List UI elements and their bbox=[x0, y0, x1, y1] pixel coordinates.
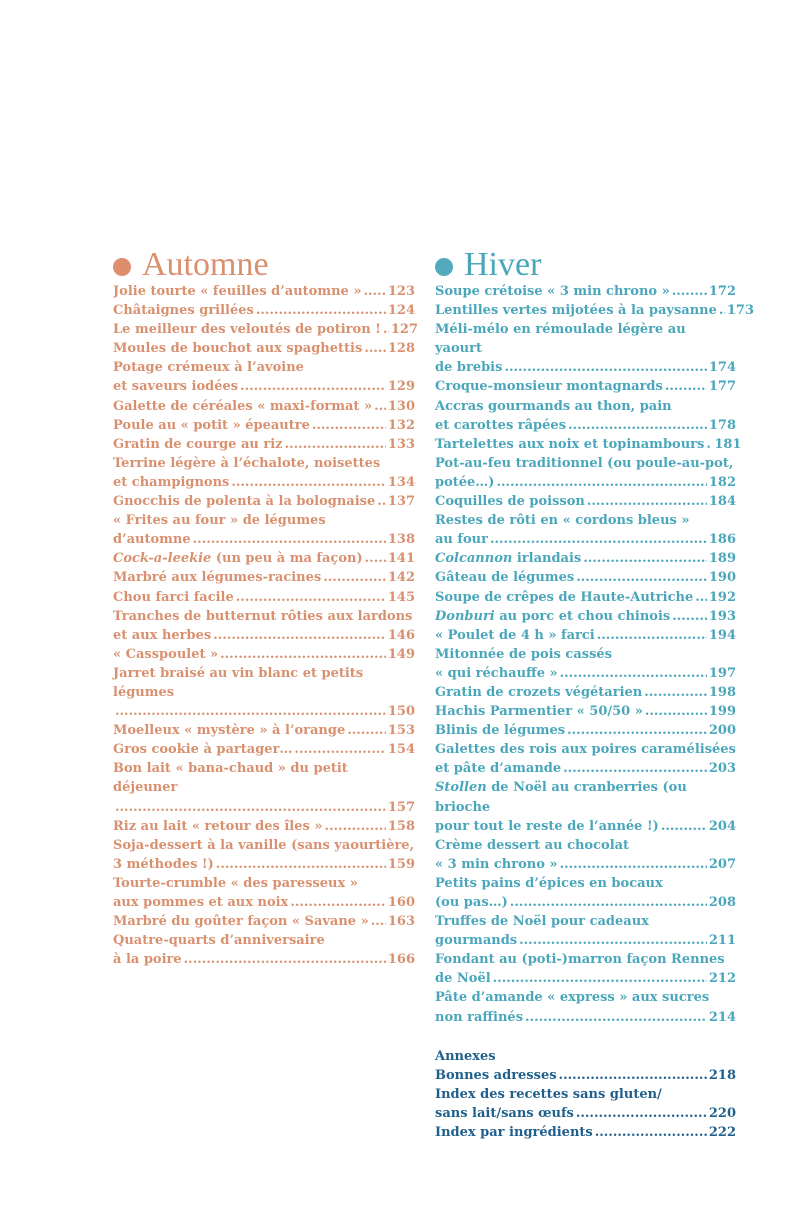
toc-entry bbox=[113, 358, 415, 396]
toc-entry bbox=[113, 874, 415, 912]
dot-leader bbox=[672, 282, 707, 301]
dot-leader bbox=[576, 568, 707, 587]
dot-leader bbox=[193, 530, 386, 549]
dot-leader bbox=[290, 893, 386, 912]
page-number: 172 bbox=[708, 284, 736, 299]
dot-leader bbox=[236, 588, 386, 607]
page-number: 212 bbox=[708, 971, 736, 987]
toc-entry bbox=[435, 454, 736, 492]
entry-title-rest: irlandais bbox=[512, 551, 582, 567]
toc-entry bbox=[113, 740, 415, 759]
page-number: 198 bbox=[708, 684, 736, 700]
dot-leader bbox=[563, 759, 707, 778]
page-number: 124 bbox=[387, 303, 415, 319]
automne-title: Automne bbox=[142, 246, 269, 283]
entry-title-line: Mitonnée de pois cassés bbox=[435, 646, 612, 662]
entry-title-line: Crème dessert au chocolat bbox=[435, 837, 630, 853]
toc-entry bbox=[113, 339, 415, 358]
toc-entry bbox=[435, 626, 736, 645]
entry-title-line: « Poulet de 4 h » farci bbox=[435, 627, 595, 643]
toc-entry bbox=[435, 778, 736, 835]
page-number: 132 bbox=[387, 417, 415, 433]
toc-entry bbox=[435, 511, 736, 549]
toc-entry bbox=[113, 320, 419, 339]
entry-title-line: Pâte d’amande « express » aux sucres bbox=[435, 990, 710, 1006]
toc-entry bbox=[113, 588, 415, 607]
dot-leader bbox=[559, 1066, 707, 1085]
toc-entry bbox=[435, 492, 736, 511]
entry-title-line: Chou farci facile bbox=[113, 589, 234, 605]
entry-title-line: au four bbox=[435, 532, 488, 548]
entry-title-line: Châtaignes grillées bbox=[113, 303, 254, 319]
entry-title-line: Soupe crétoise « 3 min chrono » bbox=[435, 284, 670, 299]
entry-title-line: Quatre-quarts d’anniversaire bbox=[113, 933, 325, 949]
entry-title-line: Gratin de crozets végétarien bbox=[435, 684, 643, 700]
automne-column bbox=[113, 246, 419, 969]
toc-entry bbox=[435, 988, 736, 1026]
dot-leader bbox=[240, 377, 386, 396]
toc-entry bbox=[113, 492, 415, 511]
entry-title-line: de Noël bbox=[435, 971, 491, 987]
page-number: 149 bbox=[387, 646, 415, 662]
toc-entry bbox=[113, 397, 415, 416]
toc-entry bbox=[435, 950, 736, 988]
dot-leader bbox=[364, 339, 386, 358]
toc-entry bbox=[113, 454, 415, 492]
toc-entry bbox=[113, 511, 415, 549]
page-number: 129 bbox=[387, 379, 415, 395]
hiver-column bbox=[435, 246, 755, 1142]
entry-title-rest: de Noël au cranberries (ou brioche bbox=[435, 780, 687, 815]
dot-leader bbox=[493, 969, 707, 988]
entry-title-line: 3 méthodes !) bbox=[113, 856, 214, 872]
page-number: 197 bbox=[708, 665, 736, 681]
toc-entry bbox=[435, 702, 736, 721]
entry-title-line: d’automne bbox=[113, 532, 191, 548]
entry-title-line: Potage crémeux à l’avoine bbox=[113, 360, 304, 376]
dot-leader bbox=[285, 435, 386, 454]
entry-title-line: Coquilles de poisson bbox=[435, 494, 585, 510]
toc-entry bbox=[435, 568, 736, 587]
dot-leader bbox=[560, 855, 707, 874]
dot-leader bbox=[365, 549, 386, 568]
entry-title-line: Jolie tourte « feuilles d’automne » bbox=[113, 284, 362, 299]
page-number: 150 bbox=[387, 704, 415, 720]
page-number: 186 bbox=[708, 532, 736, 548]
annexes-section bbox=[435, 1047, 736, 1142]
page-number: 160 bbox=[387, 895, 415, 910]
page-number: 127 bbox=[390, 322, 419, 338]
entry-title-line: Jarret braisé au vin blanc et petits légumes bbox=[113, 665, 364, 700]
toc-entry bbox=[435, 301, 755, 320]
toc-entry bbox=[435, 588, 736, 607]
page-number: 163 bbox=[387, 914, 415, 930]
toc-entry bbox=[435, 836, 736, 874]
page-number: 207 bbox=[708, 856, 736, 872]
dot-leader bbox=[644, 683, 707, 702]
entry-title-line: Marbré du goûter façon « Savane » bbox=[113, 914, 369, 930]
entry-title-line: Galettes des rois aux poires caramélisées bbox=[435, 742, 736, 758]
entry-title-line: Blinis de légumes bbox=[435, 723, 566, 739]
entry-title-line: Restes de rôti en « cordons bleus » bbox=[435, 513, 690, 529]
entry-title-line: et aux herbes bbox=[113, 627, 212, 643]
page-number: 199 bbox=[708, 704, 736, 720]
page-number: 182 bbox=[708, 474, 736, 490]
page-number: 189 bbox=[708, 551, 736, 567]
entry-title-line: Poule au « potit » épeautre bbox=[113, 417, 310, 433]
entry-title-line: et carottes râpées bbox=[435, 417, 567, 433]
entry-title-line: Croque-monsieur montagnards bbox=[435, 379, 663, 395]
entry-title-line: Galette de céréales « maxi-format » bbox=[113, 398, 373, 414]
toc-entry bbox=[113, 664, 415, 721]
dot-leader bbox=[587, 492, 707, 511]
page-number: 130 bbox=[387, 398, 415, 414]
entry-title-line: « Casspoulet » bbox=[113, 646, 219, 662]
toc-entry bbox=[113, 931, 415, 969]
page-number: 178 bbox=[708, 417, 736, 433]
page-number: 158 bbox=[387, 818, 415, 834]
toc-entry bbox=[435, 1066, 736, 1085]
entry-title-line: Gros cookie à partager… bbox=[113, 742, 293, 758]
entry-title-line: Tartelettes aux noix et topinambours bbox=[435, 436, 705, 452]
entry-title-line: Le meilleur des veloutés de potiron ! bbox=[113, 322, 381, 338]
entry-title-line: pour tout le reste de l’année !) bbox=[435, 818, 659, 834]
dot-leader bbox=[525, 1008, 707, 1027]
dot-leader bbox=[568, 416, 707, 435]
dot-leader bbox=[595, 1123, 707, 1142]
toc-entry bbox=[113, 549, 415, 568]
entry-title-line: Hachis Parmentier « 50/50 » bbox=[435, 704, 643, 720]
entry-title-italic: Donburi bbox=[435, 608, 495, 624]
entry-title-line bbox=[435, 549, 581, 568]
dot-leader bbox=[510, 893, 707, 912]
page-number: 128 bbox=[387, 341, 415, 357]
page-number: 193 bbox=[708, 608, 736, 624]
entry-title-line: Marbré aux légumes-racines bbox=[113, 570, 322, 586]
entry-title-line: non raffinés bbox=[435, 1009, 524, 1025]
entry-title-line: Index des recettes sans gluten/ bbox=[435, 1086, 662, 1102]
entry-title-line: Gnocchis de polenta à la bolognaise bbox=[113, 494, 376, 510]
entry-title-line: « Frites au four » de légumes bbox=[113, 513, 326, 529]
toc-entry bbox=[435, 377, 736, 396]
page-number: 190 bbox=[708, 570, 736, 586]
dot-leader bbox=[377, 492, 386, 511]
page-number: 159 bbox=[387, 856, 415, 872]
dot-leader bbox=[312, 416, 386, 435]
toc-entry bbox=[113, 912, 415, 931]
entry-title-line: (ou pas…) bbox=[435, 895, 508, 910]
toc-entry bbox=[435, 549, 736, 568]
dot-leader bbox=[719, 301, 725, 320]
entry-title-line: et saveurs iodées bbox=[113, 379, 239, 395]
entry-title-line: potée…) bbox=[435, 474, 495, 490]
dot-leader bbox=[560, 664, 707, 683]
page-number: 173 bbox=[726, 303, 755, 319]
dot-leader bbox=[383, 320, 389, 339]
entry-title-line: Accras gourmands au thon, pain bbox=[435, 398, 672, 414]
dot-leader bbox=[213, 626, 386, 645]
entry-title-line bbox=[435, 607, 670, 626]
blue-dot-icon bbox=[435, 258, 453, 276]
entry-title-line: Méli-mélo en rémoulade légère au yaourt bbox=[435, 322, 686, 357]
dot-leader bbox=[567, 721, 707, 740]
entry-title-line: Gâteau de légumes bbox=[435, 570, 575, 586]
dot-leader bbox=[220, 645, 386, 664]
page-number: 154 bbox=[387, 742, 415, 758]
dot-leader bbox=[231, 473, 386, 492]
page-number: 141 bbox=[387, 551, 415, 567]
entry-title-line: Gratin de courge au riz bbox=[113, 436, 283, 452]
toc-entry bbox=[113, 416, 415, 435]
entry-title-line: Soupe de crêpes de Haute-Autriche bbox=[435, 589, 694, 605]
toc-entry bbox=[435, 912, 736, 950]
annexes-title: Annexes bbox=[435, 1048, 496, 1064]
toc-entry bbox=[113, 607, 415, 645]
entry-title-line: Petits pains d’épices en bocaux bbox=[435, 875, 663, 891]
dot-leader bbox=[706, 435, 712, 454]
toc-entry bbox=[435, 1123, 736, 1142]
dot-leader bbox=[490, 530, 707, 549]
entry-title-line: aux pommes et aux noix bbox=[113, 895, 289, 910]
page-number: 133 bbox=[387, 436, 415, 452]
dot-leader bbox=[519, 931, 707, 950]
toc-entry bbox=[435, 320, 736, 377]
entry-title-line: à la poire bbox=[113, 952, 182, 968]
dot-leader bbox=[496, 473, 706, 492]
page-number: 192 bbox=[708, 589, 736, 605]
toc-entry bbox=[113, 721, 415, 740]
dot-leader bbox=[294, 740, 385, 759]
toc-entry bbox=[435, 740, 736, 778]
entry-title-line bbox=[113, 549, 363, 568]
toc-entry bbox=[113, 817, 415, 836]
page-number: 184 bbox=[708, 494, 736, 510]
toc-entry bbox=[435, 282, 736, 301]
dot-leader bbox=[672, 607, 707, 626]
entry-title-line: Pot-au-feu traditionnel (ou poule-au-pot, bbox=[435, 455, 734, 471]
toc-entry bbox=[435, 1085, 736, 1123]
toc-entry bbox=[113, 282, 415, 301]
dot-leader bbox=[371, 912, 386, 931]
entry-title-rest: (un peu à ma façon) bbox=[211, 551, 363, 567]
page-number: 153 bbox=[387, 723, 415, 739]
orange-dot-icon bbox=[113, 258, 131, 276]
entry-title-line: Index par ingrédients bbox=[435, 1125, 593, 1141]
page-number: 138 bbox=[387, 532, 415, 548]
entry-title-line: Lentilles vertes mijotées à la paysanne bbox=[435, 303, 717, 319]
dot-leader bbox=[661, 817, 707, 836]
page-number: 200 bbox=[708, 723, 736, 739]
entry-title-line: « qui réchauffe » bbox=[435, 665, 558, 681]
toc-entry bbox=[113, 836, 415, 874]
dot-leader bbox=[363, 282, 385, 301]
toc-entry bbox=[435, 607, 736, 626]
entry-title-line: Terrine légère à l’échalote, noisettes bbox=[113, 455, 381, 471]
hiver-header bbox=[435, 248, 736, 282]
entry-title-line: Moelleux « mystère » à l’orange bbox=[113, 723, 346, 739]
entry-title-line: Riz au lait « retour des îles » bbox=[113, 818, 323, 834]
page-number: 194 bbox=[708, 627, 736, 643]
page-number: 146 bbox=[387, 627, 415, 643]
entry-title-line: Truffes de Noël pour cadeaux bbox=[435, 914, 649, 930]
dot-leader bbox=[665, 377, 707, 396]
toc-entry bbox=[113, 301, 415, 320]
page-number: 214 bbox=[708, 1009, 736, 1025]
entry-title-line: sans lait/sans œufs bbox=[435, 1105, 574, 1121]
page-number: 145 bbox=[387, 589, 415, 605]
toc-entry bbox=[435, 435, 742, 454]
toc-entry bbox=[435, 683, 736, 702]
toc-entry bbox=[113, 435, 415, 454]
page-number: 123 bbox=[387, 284, 415, 299]
dot-leader bbox=[576, 1104, 707, 1123]
entry-title-line: Bonnes adresses bbox=[435, 1067, 557, 1083]
toc-entry bbox=[435, 645, 736, 683]
page-number: 222 bbox=[708, 1125, 736, 1141]
hiver-entries bbox=[435, 282, 755, 1027]
page-number: 174 bbox=[708, 360, 736, 376]
dot-leader bbox=[184, 950, 386, 969]
entry-title-line: Fondant au (poti-)marron façon Rennes bbox=[435, 952, 725, 968]
toc-entry bbox=[113, 645, 415, 664]
page-number: 203 bbox=[708, 761, 736, 777]
entry-title-rest: au porc et chou chinois bbox=[494, 608, 671, 624]
entry-title-line: de brebis bbox=[435, 360, 503, 376]
page-number: 157 bbox=[387, 799, 415, 815]
entry-title-line: Soja-dessert à la vanille (sans yaourtière, bbox=[113, 837, 415, 853]
entry-title-line: « 3 min chrono » bbox=[435, 856, 558, 872]
dot-leader bbox=[256, 301, 386, 320]
automne-entries bbox=[113, 282, 419, 969]
page-number: 204 bbox=[708, 818, 736, 834]
entry-title-line: Moules de bouchot aux spaghettis bbox=[113, 341, 363, 357]
page-number: 134 bbox=[387, 474, 415, 490]
toc-entry bbox=[113, 568, 415, 587]
dot-leader bbox=[645, 702, 707, 721]
toc-entry bbox=[435, 721, 736, 740]
dot-leader bbox=[324, 817, 385, 836]
page-number: 137 bbox=[387, 494, 415, 510]
dot-leader bbox=[597, 626, 707, 645]
entry-title-line: gourmands bbox=[435, 933, 518, 949]
page-number: 208 bbox=[708, 895, 736, 910]
dot-leader bbox=[216, 855, 386, 874]
annexes-entries bbox=[435, 1066, 736, 1142]
entry-title-line: Tranches de butternut rôties aux lardons bbox=[113, 608, 413, 624]
page-number: 211 bbox=[708, 933, 736, 949]
dot-leader bbox=[115, 798, 386, 817]
entry-title-line: Tourte-crumble « des paresseux » bbox=[113, 875, 358, 891]
entry-title-line: et champignons bbox=[113, 474, 230, 490]
dot-leader bbox=[504, 358, 706, 377]
automne-header bbox=[113, 248, 415, 282]
page-number: 142 bbox=[387, 570, 415, 586]
entry-title-italic: Stollen bbox=[435, 780, 487, 796]
hiver-title: Hiver bbox=[464, 246, 542, 283]
entry-title-italic: Colcannon bbox=[435, 551, 513, 567]
dot-leader bbox=[374, 397, 386, 416]
toc-entry bbox=[113, 759, 415, 816]
entry-title-line: Bon lait « bana-chaud » du petit déjeuner bbox=[113, 761, 348, 796]
page-number: 166 bbox=[387, 952, 415, 968]
dot-leader bbox=[695, 588, 707, 607]
dot-leader bbox=[115, 702, 386, 721]
page-number: 181 bbox=[714, 436, 742, 452]
dot-leader bbox=[323, 568, 386, 587]
page-number: 220 bbox=[708, 1105, 736, 1121]
entry-title-line: et pâte d’amande bbox=[435, 761, 562, 777]
toc-entry bbox=[435, 874, 736, 912]
dot-leader bbox=[583, 549, 707, 568]
toc-entry bbox=[435, 397, 736, 435]
dot-leader bbox=[347, 721, 386, 740]
page-number: 177 bbox=[708, 379, 736, 395]
page-number: 218 bbox=[708, 1067, 736, 1083]
entry-title-italic: Cock-a-leekie bbox=[113, 551, 212, 567]
entry-title-line bbox=[435, 780, 687, 814]
